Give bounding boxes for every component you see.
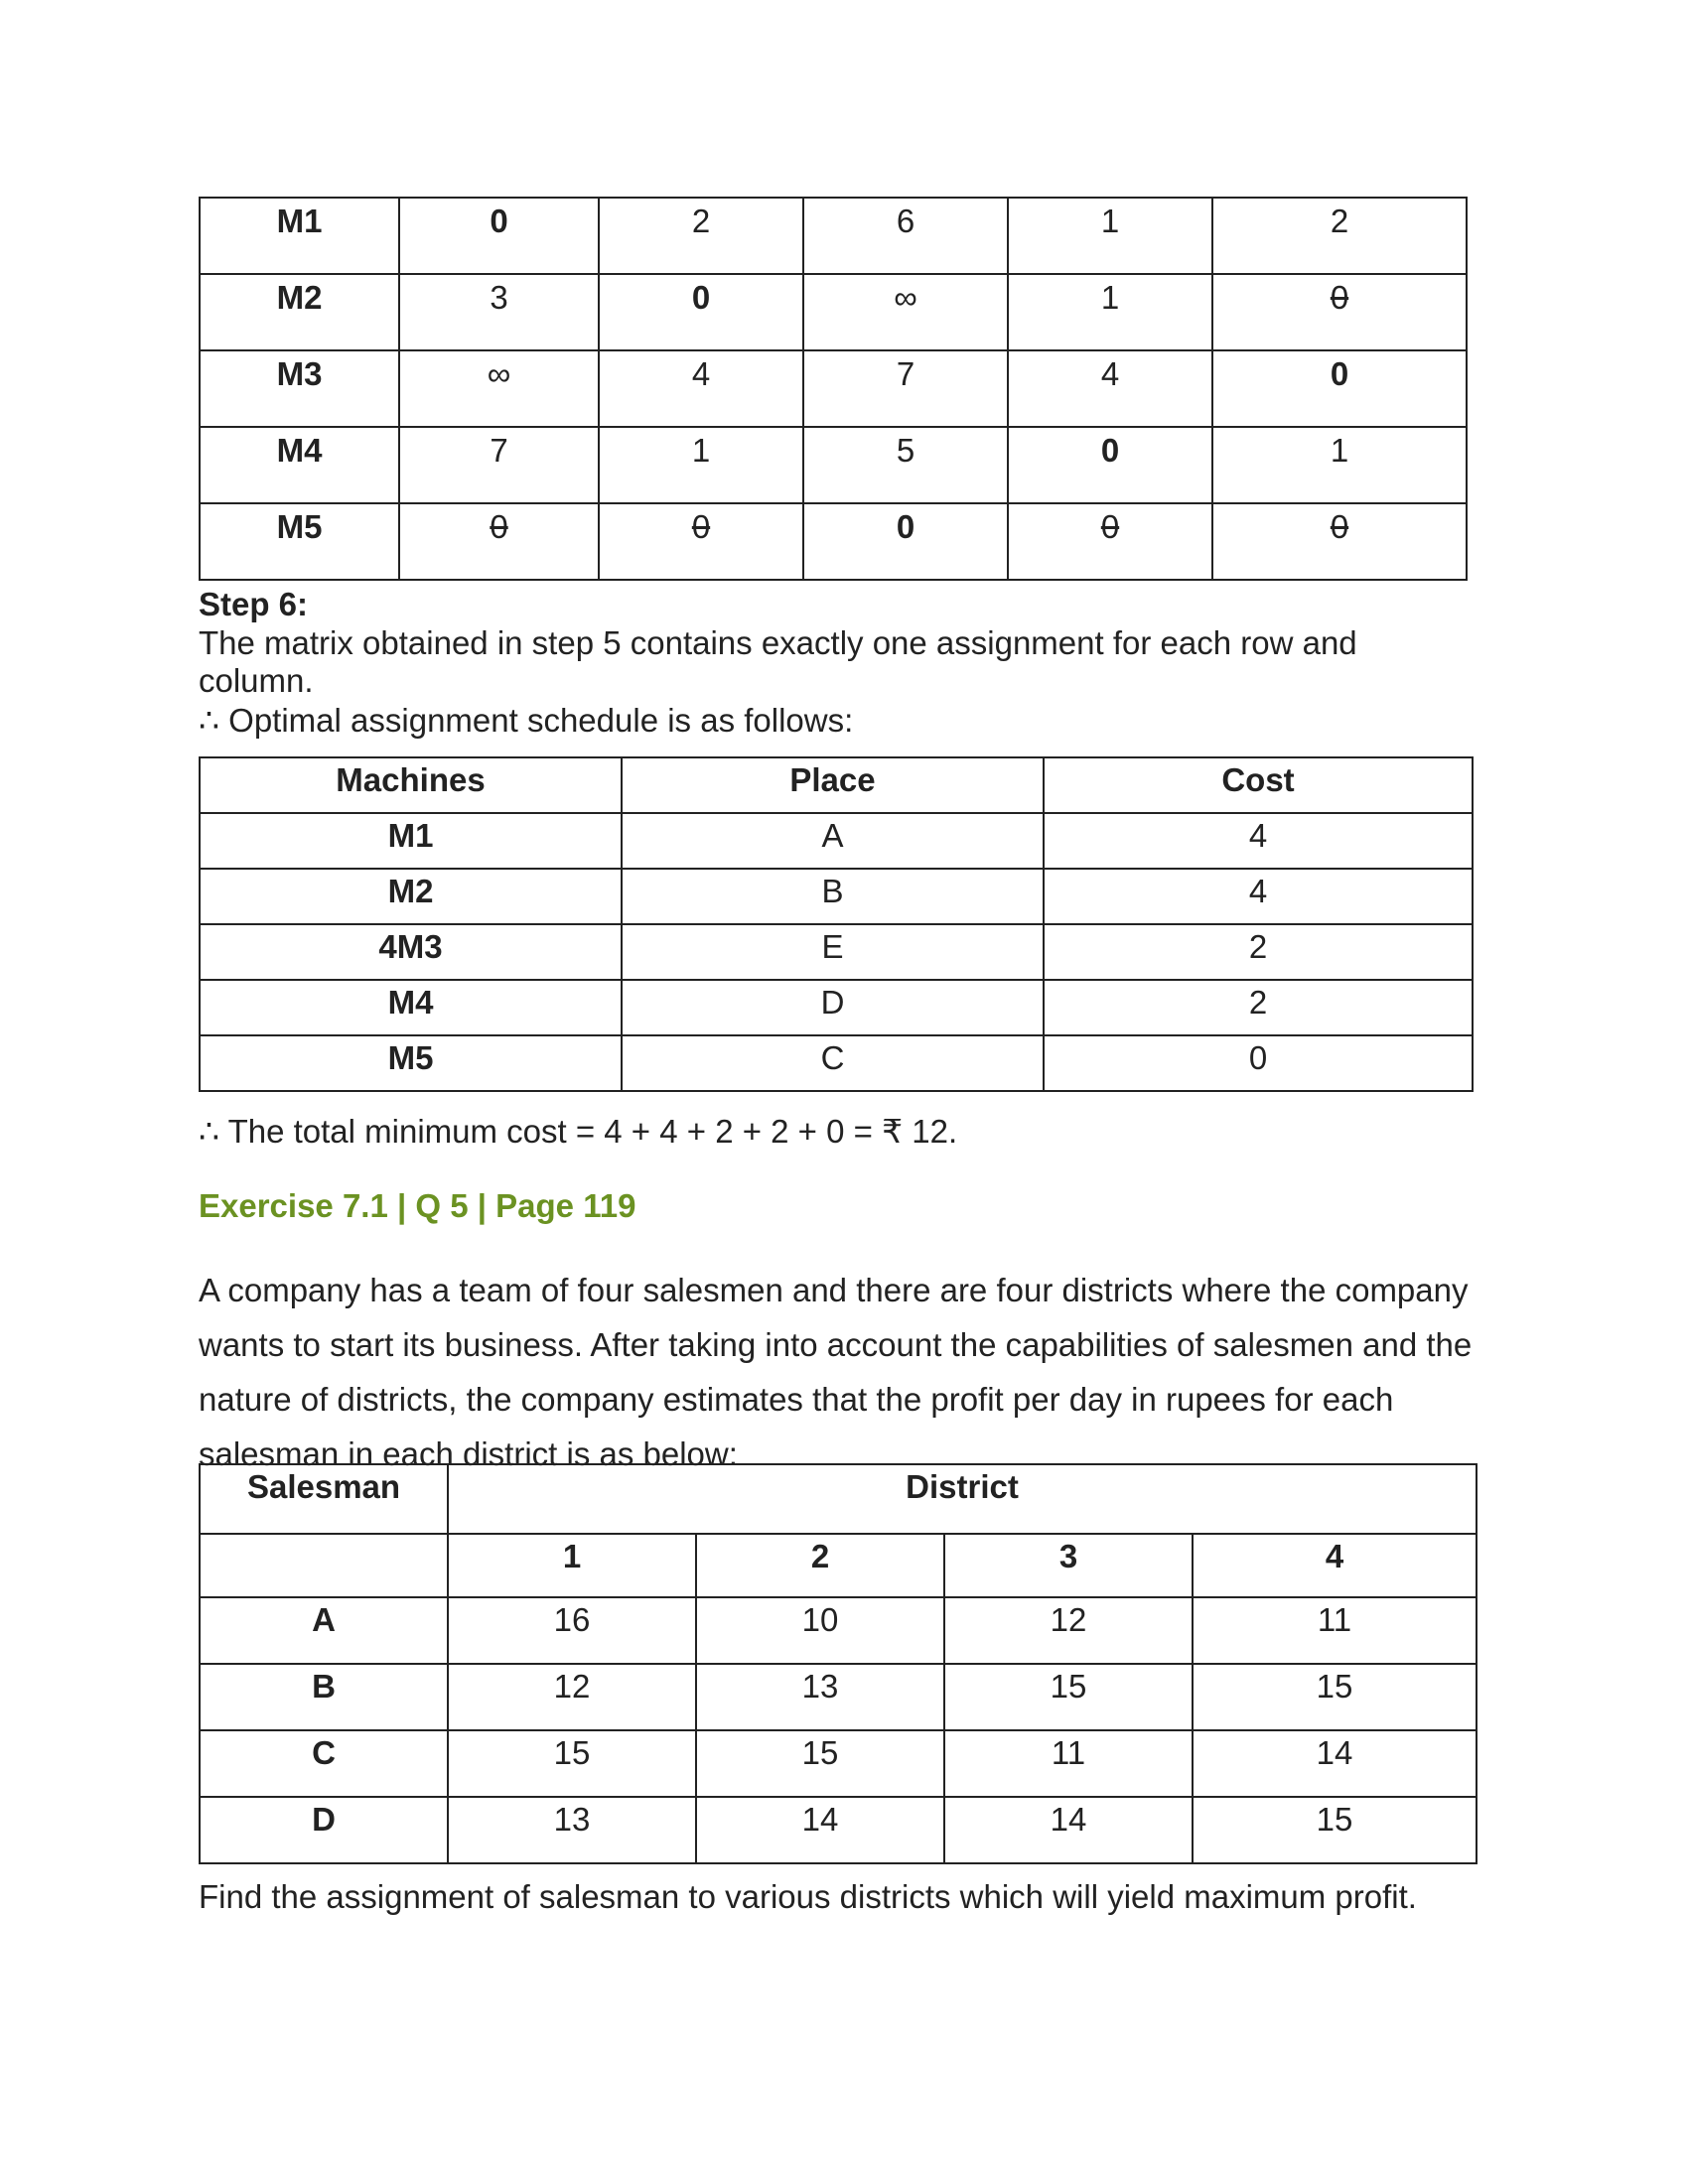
profit-cell: 16 (448, 1597, 696, 1664)
assigned-zero-cell: 0 (599, 274, 803, 350)
schedule-intro: ∴ Optimal assignment schedule is as follows: (199, 702, 854, 739)
schedule-machine: M5 (200, 1035, 622, 1091)
matrix-cell: 2 (599, 198, 803, 274)
reduced-cost-matrix (199, 197, 1468, 581)
schedule-place: D (622, 980, 1044, 1035)
crossed-zero-cell: 0 (399, 503, 599, 580)
assigned-zero-cell: 0 (1212, 350, 1467, 427)
schedule-cost: 2 (1044, 980, 1473, 1035)
matrix-row (200, 198, 1467, 274)
matrix-cell: 4 (1008, 350, 1212, 427)
profit-cell: 14 (696, 1797, 944, 1863)
machine-label: M4 (200, 427, 399, 503)
schedule-machine: M4 (200, 980, 622, 1035)
machine-label: M1 (200, 198, 399, 274)
profit-row (200, 1664, 1477, 1730)
machine-label: M2 (200, 274, 399, 350)
assigned-zero-cell: 0 (399, 198, 599, 274)
schedule-machine: 4M3 (200, 924, 622, 980)
matrix-cell: 1 (599, 427, 803, 503)
district-number: 4 (1193, 1534, 1477, 1597)
salesman-label: C (200, 1730, 448, 1797)
schedule-row (200, 924, 1473, 980)
header-place: Place (622, 757, 1044, 813)
matrix-cell: 7 (803, 350, 1008, 427)
matrix-row (200, 274, 1467, 350)
matrix-cell: 1 (1212, 427, 1467, 503)
schedule-cost: 4 (1044, 869, 1473, 924)
schedule-machine: M2 (200, 869, 622, 924)
profit-cell: 15 (696, 1730, 944, 1797)
salesman-label: A (200, 1597, 448, 1664)
assigned-zero-cell: 0 (803, 503, 1008, 580)
profit-header-row (200, 1464, 1477, 1534)
profit-cell: 15 (1193, 1797, 1477, 1863)
profit-cell: 15 (944, 1664, 1193, 1730)
matrix-cell: 2 (1212, 198, 1467, 274)
schedule-place: E (622, 924, 1044, 980)
profit-cell: 13 (448, 1797, 696, 1863)
matrix-row (200, 503, 1467, 580)
profit-cell: 14 (944, 1797, 1193, 1863)
matrix-cell: ∞ (399, 350, 599, 427)
profit-cell: 15 (448, 1730, 696, 1797)
matrix-cell: ∞ (803, 274, 1008, 350)
empty-corner-cell (200, 1534, 448, 1597)
district-header: District (448, 1464, 1477, 1534)
matrix-body (200, 198, 1467, 580)
profit-body (200, 1464, 1477, 1863)
schedule-row (200, 869, 1473, 924)
matrix-cell: 3 (399, 274, 599, 350)
schedule-header-row (200, 757, 1473, 813)
schedule-cost: 4 (1044, 813, 1473, 869)
schedule-row (200, 980, 1473, 1035)
machine-label: M5 (200, 503, 399, 580)
matrix-cell: 1 (1008, 274, 1212, 350)
profit-cell: 10 (696, 1597, 944, 1664)
profit-table (199, 1463, 1477, 1864)
schedule-place: B (622, 869, 1044, 924)
exercise-heading: Exercise 7.1 | Q 5 | Page 119 (199, 1187, 636, 1224)
schedule-body (200, 813, 1473, 1091)
schedule-place: A (622, 813, 1044, 869)
matrix-cell: 5 (803, 427, 1008, 503)
header-cost: Cost (1044, 757, 1473, 813)
profit-cell: 13 (696, 1664, 944, 1730)
district-number-row (200, 1534, 1477, 1597)
profit-row (200, 1597, 1477, 1664)
assignment-schedule-table (199, 756, 1474, 1092)
crossed-zero-cell: 0 (599, 503, 803, 580)
question-text: A company has a team of four salesmen and there are four districts where the company wants to start its business. After taking into account the capabilities of salesmen and the nature of districts, the company estimates that the profit per day in rupees for each salesman in each district is as below: (199, 1272, 1473, 1472)
schedule-cost: 2 (1044, 924, 1473, 980)
profit-cell: 11 (944, 1730, 1193, 1797)
salesman-label: D (200, 1797, 448, 1863)
schedule-row (200, 1035, 1473, 1091)
matrix-row (200, 427, 1467, 503)
header-machines: Machines (200, 757, 622, 813)
crossed-zero-cell: 0 (1008, 503, 1212, 580)
profit-cell: 14 (1193, 1730, 1477, 1797)
assigned-zero-cell: 0 (1008, 427, 1212, 503)
machine-label: M3 (200, 350, 399, 427)
crossed-zero-cell: 0 (1212, 503, 1467, 580)
profit-cell: 12 (944, 1597, 1193, 1664)
matrix-cell: 1 (1008, 198, 1212, 274)
matrix-cell: 6 (803, 198, 1008, 274)
step-6-text: The matrix obtained in step 5 contains exactly one assignment for each row and column. (199, 624, 1357, 699)
profit-row (200, 1797, 1477, 1863)
profit-cell: 12 (448, 1664, 696, 1730)
district-number: 3 (944, 1534, 1193, 1597)
profit-cell: 15 (1193, 1664, 1477, 1730)
schedule-row (200, 813, 1473, 869)
matrix-row (200, 350, 1467, 427)
matrix-cell: 7 (399, 427, 599, 503)
crossed-zero-cell: 0 (1212, 274, 1467, 350)
schedule-machine: M1 (200, 813, 622, 869)
district-number: 2 (696, 1534, 944, 1597)
salesman-header: Salesman (200, 1464, 448, 1534)
schedule-cost: 0 (1044, 1035, 1473, 1091)
total-minimum-cost: ∴ The total minimum cost = 4 + 4 + 2 + 2 + 0 = ₹ 12. (199, 1113, 958, 1150)
step-6-title: Step 6: (199, 586, 309, 622)
matrix-cell: 4 (599, 350, 803, 427)
profit-cell: 11 (1193, 1597, 1477, 1664)
profit-row (200, 1730, 1477, 1797)
instruction-text: Find the assignment of salesman to various districts which will yield maximum profit. (199, 1878, 1417, 1915)
district-number: 1 (448, 1534, 696, 1597)
schedule-place: C (622, 1035, 1044, 1091)
salesman-label: B (200, 1664, 448, 1730)
